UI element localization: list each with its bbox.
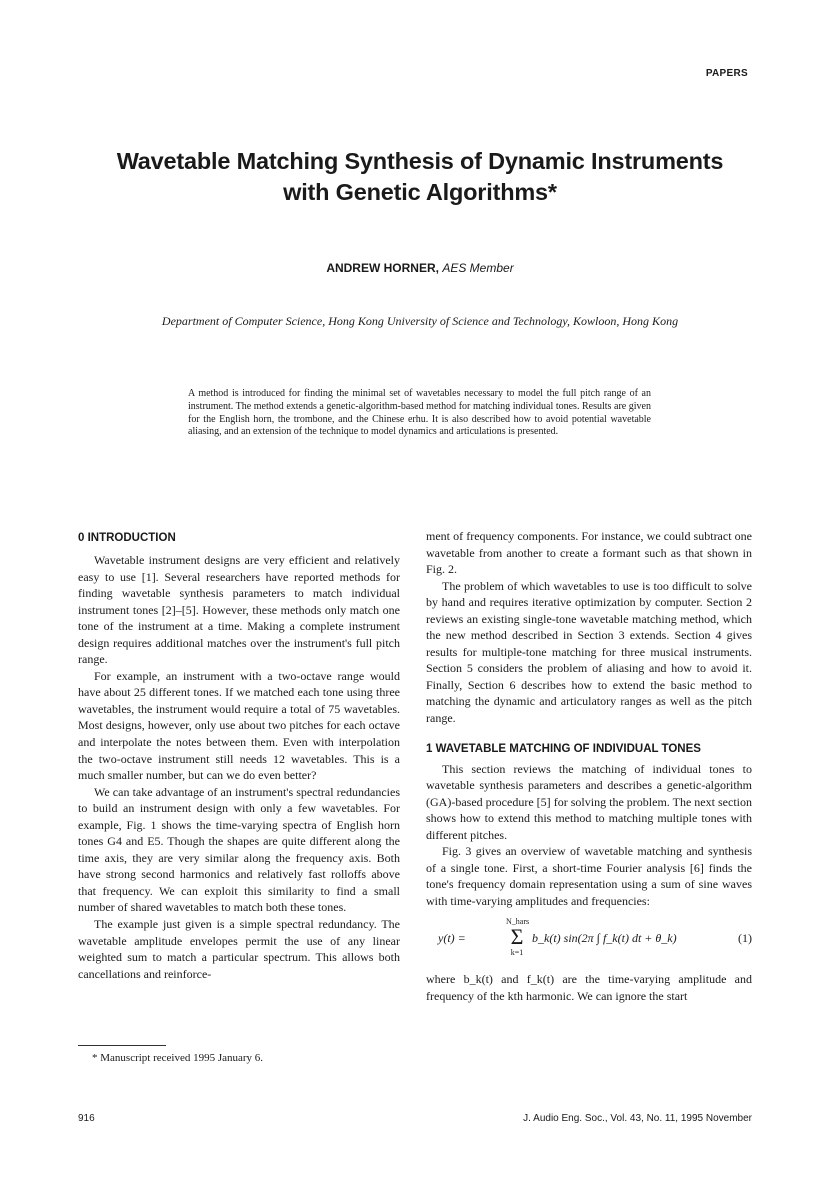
author-line	[0, 261, 840, 275]
section-heading-wavetable-matching: 1 WAVETABLE MATCHING OF INDIVIDUAL TONES	[426, 742, 701, 755]
section-paragraph: This section reviews the matching of individual tones to wavetable synthesis parameters and describes a genetic-algorithm (GA)-based procedure [5] for solving the problem. The next section shows how to extend this method to matching multiple tones with different pitches.	[426, 761, 752, 842]
author-name: ANDREW HORNER,	[326, 261, 439, 275]
title-line-1: Wavetable Matching Synthesis of Dynamic Instruments	[116, 148, 724, 174]
sum-lower-limit: k=1	[510, 948, 524, 958]
abstract: A method is introduced for finding the minimal set of wavetables necessary to model the full pitch range of an instrument. The method extends a genetic-algorithm-based method for matching individual tones. Results are given for the English horn, the trombone, and the Chinese erhu. It is also described how to avoid potential wavetable aliasing, and an extension of the technique to model dynamics and articulations is presented.	[188, 388, 651, 438]
right-column	[426, 528, 752, 1005]
intro-paragraph: We can take advantage of an instrument's spectral redundancies to build an instrument design with only a few wavetables. For example, Fig. 1 shows the time-varying spectra of English horn tones G4 and E5. Though the shapes are quite different along the time axis, they are very similar along the frequency axis. Both have strong second harmonics and relatively fast rolloffs above that frequency. We can exploit this similarity to find a small number of shared wavetables to match both these tones.	[78, 784, 400, 915]
paper-title	[0, 146, 840, 208]
intro-paragraph: For example, an instrument with a two-octave range would have about 25 different tones. If we matched each tone using three wavetables, the instrument would require a total of 75 wavetables. Most designs, however, only use about two pitches for each octave and interpolate the notes between them. Even with interpolation the two-octave instrument still needs 12 wavetables. This is a much smaller number, but can we do even better?	[78, 668, 400, 783]
intro-paragraph-continued: ment of frequency components. For instance, we could subtract one wavetable from another to create a formant such as that shown in Fig. 2.	[426, 529, 752, 577]
footnote: * Manuscript received 1995 January 6.	[92, 1052, 264, 1064]
journal-reference: J. Audio Eng. Soc., Vol. 43, No. 11, 1995 November	[523, 1113, 752, 1124]
intro-paragraph: The problem of which wavetables to use is too difficult to solve by hand and requires iterative optimization by computer. Section 2 reviews an existing single-tone wavetable matching method, which the new method described in Section 3 extends. Section 4 gives results for multiple-tone matching for three musical instruments. Section 5 considers the problem of aliasing and how to avoid it. Finally, Section 6 describes how to extend the basic method to matching the dynamic and articulatory ranges as well as the pitch range.	[426, 578, 752, 726]
sum-upper-limit: N_hars	[506, 917, 530, 927]
sigma-icon: Σ	[510, 924, 524, 950]
running-head: PAPERS	[705, 68, 748, 79]
left-column	[78, 528, 400, 982]
equation-lhs: y(t) =	[438, 931, 466, 946]
author-membership: AES Member	[442, 261, 514, 275]
section-heading-introduction: 0 INTRODUCTION	[78, 532, 176, 544]
page-number: 916	[78, 1113, 95, 1124]
section-paragraph: Fig. 3 gives an overview of wavetable matching and synthesis of a single tone. First, a short-time Fourier analysis [6] finds the tone's frequency domain representation using a sum of sine waves with time-varying amplitudes and frequencies:	[426, 844, 752, 908]
equation-number: (1)	[738, 931, 752, 946]
title-line-2: with Genetic Algorithms*	[283, 179, 557, 205]
equation-rhs: b_k(t) sin(2π ∫ f_k(t) dt + θ_k)	[532, 931, 677, 946]
affiliation: Department of Computer Science, Hong Kong University of Science and Technology, Kowloon, Hong Kong	[161, 314, 679, 328]
summation-symbol	[506, 917, 528, 957]
section-paragraph: where b_k(t) and f_k(t) are the time-varying amplitude and frequency of the kth harmonic. We can ignore the start	[426, 972, 752, 1004]
equation-1	[426, 913, 752, 963]
intro-paragraph: The example just given is a simple spectral redundancy. The wavetable amplitude envelopes permit the use of any linear weighted sum to match a particular spectrum. This allows both cancellations and reinforce-	[78, 917, 400, 981]
footnote-rule	[78, 1045, 166, 1046]
intro-paragraph: Wavetable instrument designs are very efficient and relatively easy to use [1]. Several researchers have reported methods for finding wavetable synthesis parameters to match individual instrument tones [2]–[5]. However, these methods only match one tone of the instrument at a time. Making a complete instrument design requires additional matches over the instrument's full pitch range.	[78, 553, 400, 667]
